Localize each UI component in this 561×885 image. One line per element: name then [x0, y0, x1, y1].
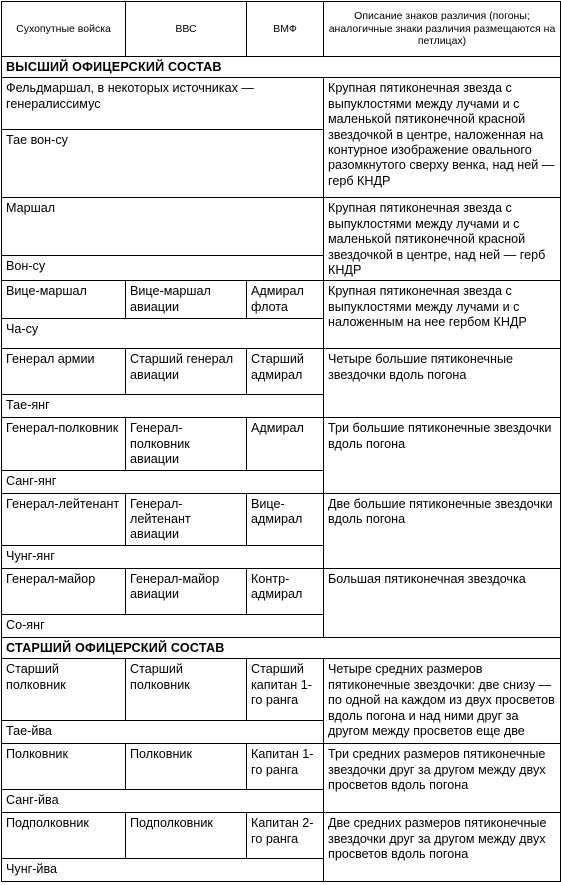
rank-ground: Генерал-полковник — [2, 418, 126, 470]
rank-navy: Старший капитан 1-го ранга — [247, 659, 324, 721]
korean-rank-name: Чунг-йва — [2, 859, 324, 882]
rank-navy: Старший адмирал — [247, 349, 324, 395]
korean-rank-name: Со-янг — [2, 614, 324, 637]
rank-navy: Адмирал флота — [247, 281, 324, 319]
header-air: ВВС — [126, 2, 247, 57]
rank-row — [2, 813, 561, 859]
rank-air: Полковник — [126, 744, 247, 790]
header-ground: Сухопутные войска — [2, 2, 126, 57]
korean-rank-name: Тае-йва — [2, 721, 324, 744]
rank-row — [2, 198, 561, 256]
section-title: СТАРШИЙ ОФИЦЕРСКИЙ СОСТАВ — [2, 637, 561, 658]
header-desc: Описание знаков различия (погоны; аналогичные знаки различия размещаются на петлицах) — [324, 2, 561, 57]
rank-ground: Фельдмаршал, в некоторых источниках — генералиссимус — [2, 78, 324, 130]
korean-rank-name: Чунг-янг — [2, 545, 324, 568]
rank-air: Старший полковник — [126, 659, 247, 721]
rank-ground: Генерал армии — [2, 349, 126, 395]
insignia-description: Крупная пятиконечная звезда с выпуклостями между лучами и с наложенным на нее гербом КНДР — [324, 281, 561, 349]
header-navy: ВМФ — [247, 2, 324, 57]
insignia-description: Три средних размеров пятиконечные звездочки друг за другом между двух просветов вдоль погона — [324, 744, 561, 813]
rank-air: Генерал-майор авиации — [126, 568, 247, 614]
insignia-description: Крупная пятиконечная звезда с выпуклостями между лучами и с маленькой пятиконечной красной звездочкой в центре, наложенная на контурное изображение овального разомкнутого сверху венка, над ней — герб КНДР — [324, 78, 561, 198]
korean-rank-name: Вон-су — [2, 256, 324, 281]
rank-table — [1, 1, 561, 882]
korean-rank-name: Тае вон-су — [2, 130, 324, 198]
section-row — [2, 637, 561, 658]
rank-ground: Полковник — [2, 744, 126, 790]
rank-air: Генерал-лейтенант авиации — [126, 493, 247, 545]
section-row — [2, 57, 561, 78]
korean-rank-name: Ча-су — [2, 319, 324, 349]
rank-ground: Генерал-лейтенант — [2, 493, 126, 545]
korean-rank-name: Тае-янг — [2, 395, 324, 418]
korean-rank-name: Санг-йва — [2, 790, 324, 813]
korean-rank-name: Санг-янг — [2, 470, 324, 493]
rank-row — [2, 418, 561, 470]
rank-ground: Старший полковник — [2, 659, 126, 721]
rank-row — [2, 568, 561, 614]
insignia-description: Большая пятиконечная звездочка — [324, 568, 561, 637]
rank-air: Старший генерал авиации — [126, 349, 247, 395]
rank-air: Генерал-полковник авиации — [126, 418, 247, 470]
header-row — [2, 2, 561, 57]
rank-navy: Капитан 1-го ранга — [247, 744, 324, 790]
section-title: ВЫСШИЙ ОФИЦЕРСКИЙ СОСТАВ — [2, 57, 561, 78]
rank-ground: Вице-маршал — [2, 281, 126, 319]
insignia-description: Четыре средних размеров пятиконечные звездочки: две снизу — по одной на каждом из двух просветов вдоль погона и над ними друг за другом между просветов еще две — [324, 659, 561, 744]
rank-row — [2, 281, 561, 319]
rank-row — [2, 493, 561, 545]
insignia-description: Крупная пятиконечная звезда с выпуклостями между лучами и с маленькой пятиконечной красной звездочкой в центре, над ней — герб КНДР — [324, 198, 561, 281]
insignia-description: Две большие пятиконечные звездочки вдоль погона — [324, 493, 561, 568]
rank-ground: Маршал — [2, 198, 324, 256]
table-body — [2, 57, 561, 882]
rank-row — [2, 659, 561, 721]
rank-row — [2, 744, 561, 790]
insignia-description: Две средних размеров пятиконечные звездочки друг за другом между двух просветов вдоль погона — [324, 813, 561, 882]
rank-air: Подполковник — [126, 813, 247, 859]
rank-navy: Капитан 2-го ранга — [247, 813, 324, 859]
rank-row — [2, 78, 561, 130]
rank-navy: Адмирал — [247, 418, 324, 470]
rank-ground: Генерал-майор — [2, 568, 126, 614]
insignia-description: Три большие пятиконечные звездочки вдоль погона — [324, 418, 561, 493]
rank-navy: Контр-адмирал — [247, 568, 324, 614]
rank-navy: Вице-адмирал — [247, 493, 324, 545]
insignia-description: Четыре большие пятиконечные звездочки вдоль погона — [324, 349, 561, 418]
rank-air: Вице-маршал авиации — [126, 281, 247, 319]
rank-row — [2, 349, 561, 395]
rank-ground: Подполковник — [2, 813, 126, 859]
